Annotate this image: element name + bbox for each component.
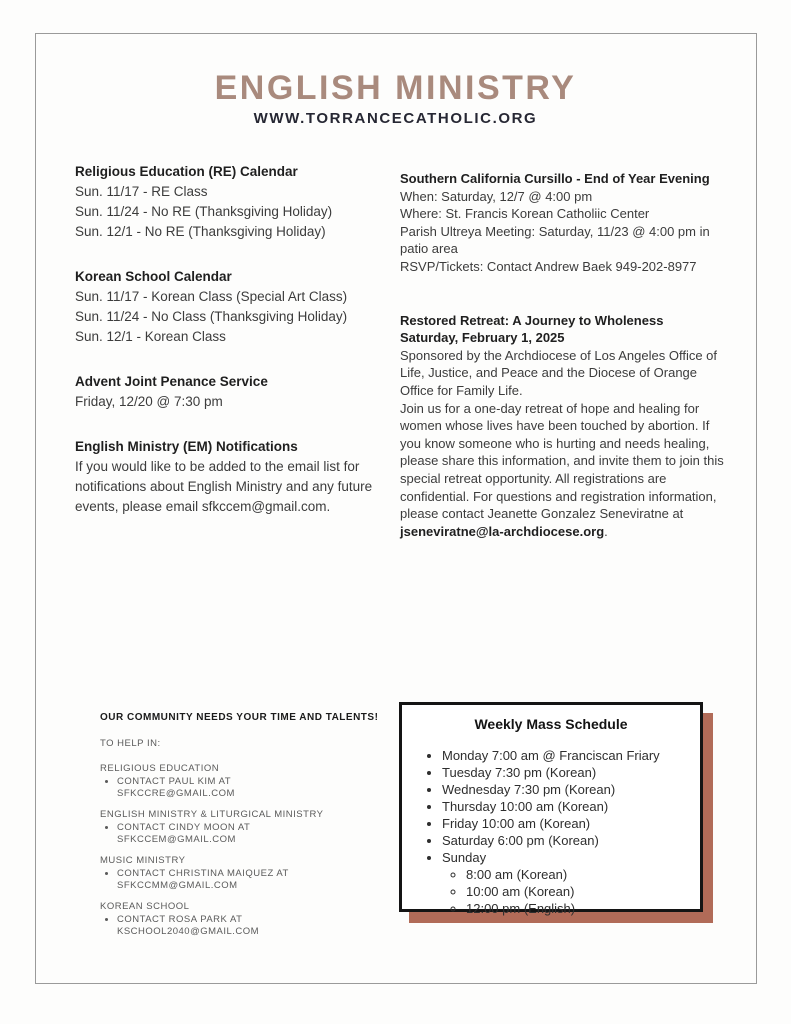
retreat-contact-email: jseneviratne@la-archdiocese.org [400, 523, 605, 539]
page-title: ENGLISH MINISTRY [214, 69, 577, 107]
section-re-calendar [75, 162, 393, 242]
em-notifications-heading: English Ministry (EM) Notifications [75, 439, 298, 454]
mass-item-sunday [442, 849, 700, 917]
korean-school-line: Sun. 11/17 - Korean Class (Special Art Class) [75, 289, 348, 304]
re-calendar-line: Sun. 11/24 - No RE (Thanksgiving Holiday) [75, 204, 333, 219]
sunday-mass-item: ◦ 10:00 am (Korean) [466, 883, 700, 900]
right-column [400, 170, 726, 576]
sunday-label: Sunday [442, 850, 487, 865]
sunday-mass-item: ◦ 12:00 pm (English) [466, 900, 700, 917]
group-contact: • CONTACT PAUL KIM AT SFKCCRE@GMAIL.COM [117, 776, 348, 799]
retreat-description-paragraph [400, 400, 726, 541]
korean-school-line: Sun. 12/1 - Korean Class [75, 329, 226, 344]
cursillo-when: When: Saturday, 12/7 @ 4:00 pm [400, 188, 593, 204]
mass-item: • Monday 7:00 am @ Franciscan Friary [442, 747, 700, 764]
group-contact: • CONTACT CHRISTINA MAIQUEZ AT SFKCCMM@GMAIL.COM [117, 868, 348, 891]
re-calendar-line: Sun. 12/1 - No RE (Thanksgiving Holiday) [75, 224, 326, 239]
group-name: KOREAN SCHOOL [100, 901, 190, 912]
advent-penance-heading: Advent Joint Penance Service [75, 374, 268, 389]
section-advent-penance [75, 372, 393, 412]
re-calendar-line: Sun. 11/17 - RE Class [75, 184, 208, 199]
cursillo-where: Where: St. Francis Korean Catholiic Center [400, 206, 650, 222]
section-korean-school-calendar [75, 267, 393, 347]
website-url: WWW.TORRANCECATHOLIC.ORG [253, 110, 538, 127]
community-intro: TO HELP IN: [100, 738, 161, 749]
community-group-religious-education [100, 763, 392, 799]
section-em-notifications [75, 437, 393, 517]
group-contact: • CONTACT CINDY MOON AT SFKCCEM@GMAIL.COM [117, 822, 348, 845]
weekly-mass-schedule-box [399, 702, 703, 916]
group-name: RELIGIOUS EDUCATION [100, 763, 220, 774]
community-volunteers-block [100, 712, 392, 947]
sunday-mass-item: ◦ 8:00 am (Korean) [466, 866, 700, 883]
advent-penance-line: Friday, 12/20 @ 7:30 pm [75, 394, 223, 409]
retreat-period: . [604, 523, 608, 539]
cursillo-heading: Southern California Cursillo - End of Year Evening [400, 171, 710, 186]
group-contact: • CONTACT ROSA PARK AT KSCHOOL2040@GMAIL.COM [117, 914, 348, 937]
left-column [75, 162, 393, 542]
community-heading: OUR COMMUNITY NEEDS YOUR TIME AND TALENTS! [100, 712, 379, 723]
mass-item: • Saturday 6:00 pm (Korean) [442, 832, 700, 849]
group-name: MUSIC MINISTRY [100, 855, 186, 866]
mass-item: • Friday 10:00 am (Korean) [442, 815, 700, 832]
retreat-description-text: Join us for a one-day retreat of hope and healing for women whose lives have been touched by abortion. If you know someone who is hurting and needs healing, please share this information, and invite them to join this special retreat opportunity. All registrations are confidential. For questions and registration information, please contact Jeanette Gonzalez Seneviratne at [400, 400, 724, 522]
community-group-english-liturgical [100, 809, 392, 845]
mass-item: • Thursday 10:00 am (Korean) [442, 798, 700, 815]
mass-item: • Wednesday 7:30 pm (Korean) [442, 781, 700, 798]
community-group-music-ministry [100, 855, 392, 891]
group-name: ENGLISH MINISTRY & LITURGICAL MINISTRY [100, 809, 324, 820]
sunday-sublist [442, 866, 700, 917]
mass-schedule-list [402, 747, 700, 917]
community-group-korean-school [100, 901, 392, 937]
re-calendar-heading: Religious Education (RE) Calendar [75, 164, 298, 179]
retreat-date: Saturday, February 1, 2025 [400, 330, 565, 346]
masthead [0, 70, 791, 127]
mass-item: • Tuesday 7:30 pm (Korean) [442, 764, 700, 781]
section-restored-retreat [400, 312, 726, 541]
retreat-heading: Restored Retreat: A Journey to Wholeness [400, 312, 664, 328]
mass-schedule-heading: Weekly Mass Schedule [474, 716, 628, 732]
korean-school-line: Sun. 11/24 - No Class (Thanksgiving Holiday) [75, 309, 348, 324]
cursillo-rsvp: RSVP/Tickets: Contact Andrew Baek 949-202-8977 [400, 258, 697, 274]
em-notifications-body: If you would like to be added to the email list for notifications about English Ministry and any future events, please email sfkccem@gmail.com. [75, 459, 373, 514]
retreat-sponsor-paragraph: Sponsored by the Archdiocese of Los Angeles Office of Life, Justice, and Peace and the Diocese of Orange Office for Family Life. [400, 347, 718, 398]
korean-school-heading: Korean School Calendar [75, 269, 232, 284]
section-cursillo [400, 170, 726, 276]
cursillo-ultreya: Parish Ultreya Meeting: Saturday, 11/23 @ 4:00 pm in patio area [400, 223, 710, 257]
